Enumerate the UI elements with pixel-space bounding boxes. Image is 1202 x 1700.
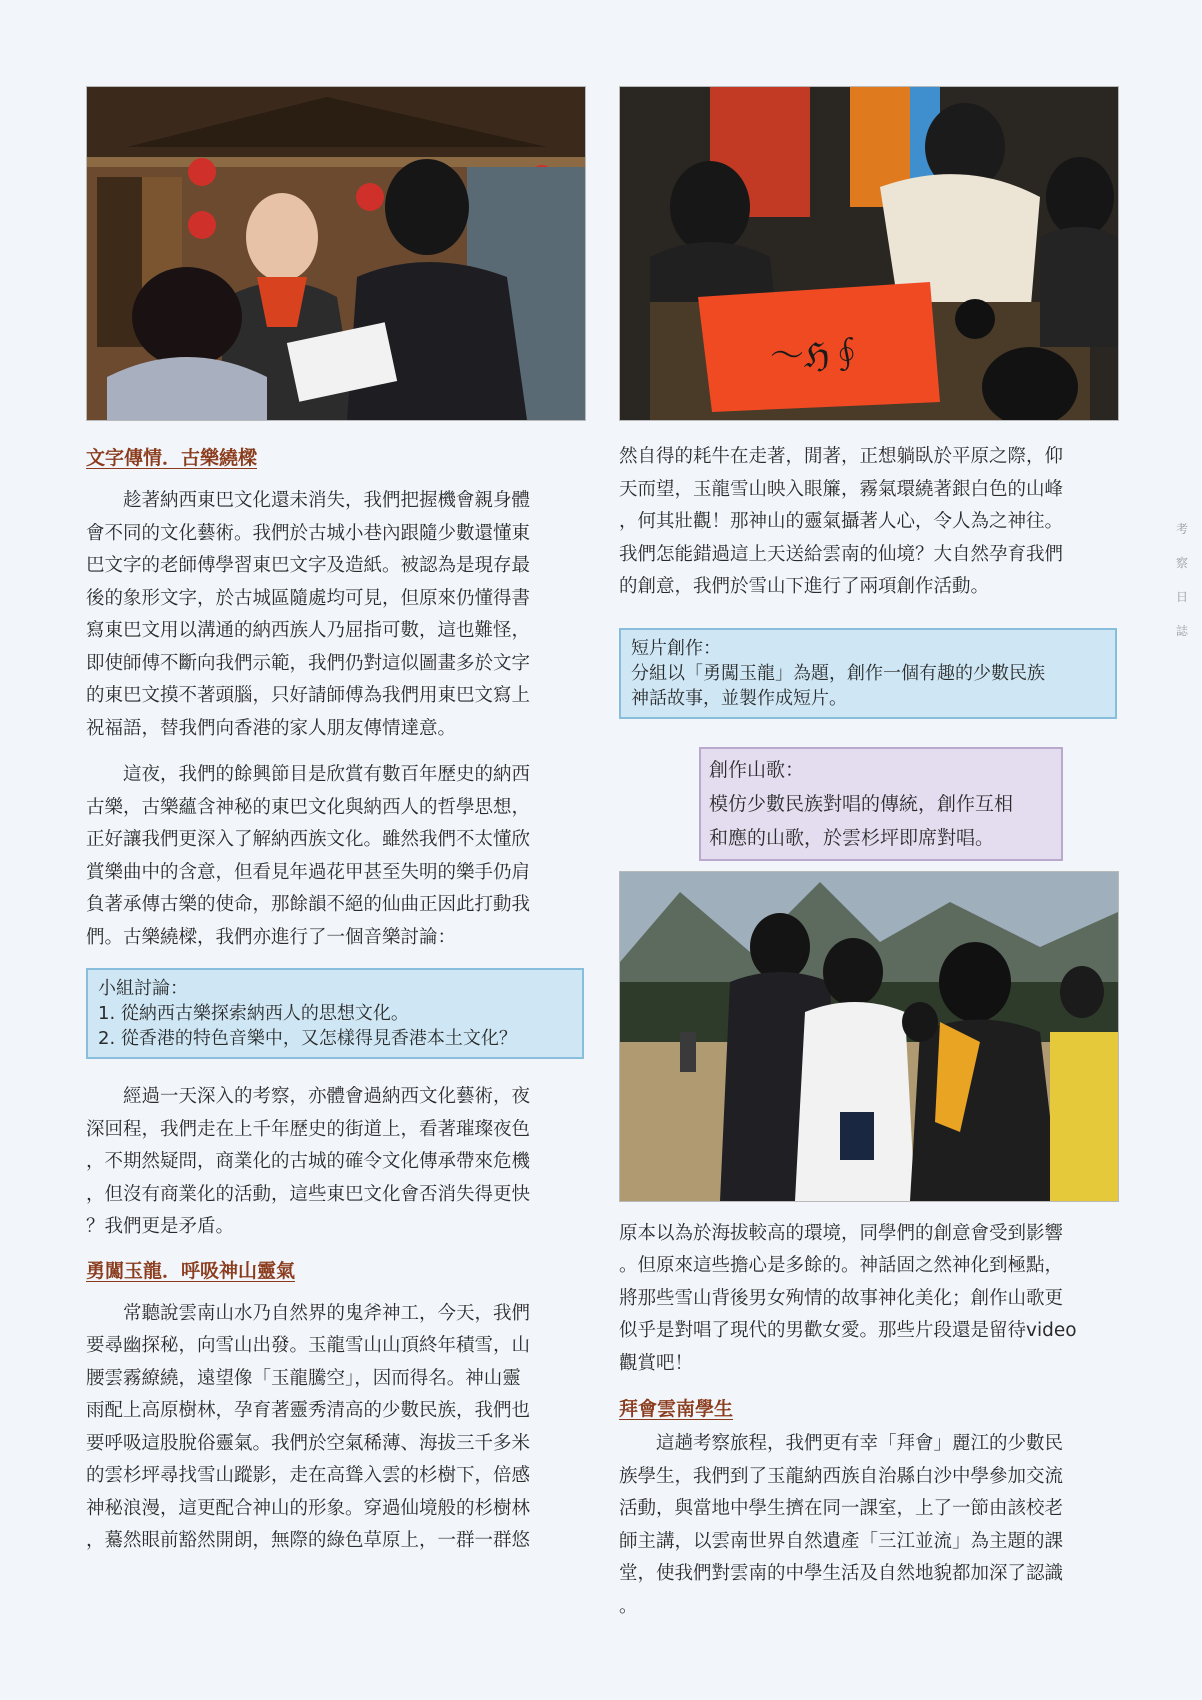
paragraph-line: 這夜，我們的餘興節目是欣賞有數百年歷史的納西 — [123, 764, 531, 785]
paragraph-line: ，驀然眼前豁然開朗，無際的綠色草原上，一群一群悠 — [86, 1530, 531, 1551]
song-box-line: 模仿少數民族對唱的傳統，創作互相 — [709, 792, 1014, 815]
film-box-title: 短片創作： — [631, 637, 721, 659]
paragraph-line: 祝福語，替我們向香港的家人朋友傳情達意。 — [86, 717, 457, 739]
paragraph-line: 似乎是對唱了現代的男歡女愛。那些片段還是留待video — [619, 1320, 1077, 1341]
svg-text:〜ℌ∮: 〜ℌ∮ — [770, 336, 864, 376]
paragraph-line: 會不同的文化藝術。我們於古城小巷內跟隨少數還懂東 — [86, 522, 531, 544]
paragraph-line: 堂，使我們對雲南的中學生活及自然地貌都加深了認識 — [619, 1563, 1064, 1584]
paragraph-line: 觀賞吧！ — [619, 1352, 694, 1374]
photo-students-meadow — [619, 871, 1119, 1202]
paragraph-line: 經過一天深入的考察，亦體會過納西文化藝術，夜 — [123, 1086, 531, 1107]
song-box-title: 創作山歌： — [709, 758, 805, 781]
paragraph-line: 巴文字的老師傅學習東巴文字及造紙。被認為是現存最 — [86, 555, 531, 576]
paragraph-line: 我們怎能錯過這上天送給雲南的仙境？大自然孕育我們 — [619, 543, 1064, 565]
paragraph-line: 負著承傳古樂的使命，那餘韻不絕的仙曲正因此打動我 — [86, 894, 531, 915]
paragraph-line: 的創意，我們於雪山下進行了兩項創作活動。 — [619, 576, 990, 597]
paragraph-line: 雨配上高原樹林，孕育著靈秀清高的少數民族，我們也 — [86, 1400, 531, 1421]
section-heading-dongba: 文字傳情．古樂繞樑 — [86, 447, 258, 469]
paragraph-school-visit — [619, 1428, 1117, 1623]
photo-dongba-calligraphy — [619, 86, 1119, 421]
paragraph-line: 。但原來這些擔心是多餘的。神話固之然神化到極點， — [619, 1255, 1064, 1276]
paragraph-snow-mountain — [86, 1298, 584, 1558]
paragraph-line: 這趟考察旅程，我們更有幸「拜會」麗江的少數民 — [656, 1433, 1064, 1454]
paragraph-creativity-results — [619, 1218, 1117, 1381]
paragraph-night-return — [86, 1081, 584, 1244]
film-box-line: 分組以「勇闖玉龍」為題，創作一個有趣的少數民族 — [631, 662, 1045, 684]
paragraph-line: ，何其壯觀！那神山的靈氣攝著人心，令人為之神往。 — [619, 511, 1064, 532]
paragraph-line: 趁著納西東巴文化還未消失，我們把握機會親身體 — [123, 490, 531, 511]
section-heading-yulong: 勇闖玉龍．呼吸神山靈氣 — [86, 1259, 296, 1282]
side-note-char: 考 — [1175, 522, 1188, 536]
paragraph-dongba-script — [86, 485, 584, 745]
paragraph-line: 。 — [619, 1595, 638, 1617]
discussion-box-title: 小組討論： — [98, 978, 188, 999]
paragraph-line: ，但沒有商業化的活動，這些東巴文化會否消失得更快 — [86, 1183, 531, 1205]
paragraph-line: 古樂，古樂蘊含神秘的東巴文化與納西人的哲學思想， — [86, 796, 531, 818]
section-heading-students: 拜會雲南學生 — [619, 1398, 734, 1420]
paragraph-yaks-plateau — [619, 441, 1117, 604]
paragraph-line: 即使師傅不斷向我們示範，我們仍對這似圖畫多於文字 — [86, 652, 531, 674]
paragraph-line: 寫東巴文用以溝通的納西族人乃屈指可數，這也難怪， — [86, 620, 531, 641]
side-note — [1174, 512, 1190, 648]
paragraph-line: 要呼吸這股脫俗靈氣。我們於空氣稀薄、海拔三千多米 — [86, 1432, 531, 1454]
song-box-line: 和應的山歌，於雲杉坪即席對唱。 — [709, 826, 995, 849]
paragraph-line: 深回程，我們走在上千年歷史的街道上，看著璀璨夜色 — [86, 1118, 531, 1140]
side-note-char: 誌 — [1175, 624, 1188, 638]
paragraph-line: 神秘浪漫，這更配合神山的形象。穿過仙境般的杉樹林 — [86, 1497, 531, 1519]
paragraph-line: 賞樂曲中的含意，但看見年過花甲甚至失明的樂手仍肩 — [86, 861, 531, 883]
paragraph-line: 的雲杉坪尋找雪山蹤影，走在高聳入雲的杉樹下，倍感 — [86, 1465, 531, 1486]
song-creation-box — [699, 747, 1063, 861]
paragraph-line: 們。古樂繞樑，我們亦進行了一個音樂討論： — [86, 926, 457, 948]
paragraph-line: 原本以為於海拔較高的環境，同學們的創意會受到影響 — [619, 1222, 1064, 1244]
paragraph-line: ，不期然疑問，商業化的古城的確令文化傳承帶來危機 — [86, 1151, 531, 1172]
paragraph-line: 的東巴文摸不著頭腦，只好請師傅為我們用東巴文寫上 — [86, 685, 531, 706]
paragraph-naxi-music — [86, 759, 584, 954]
paragraph-line: 天而望，玉龍雪山映入眼簾，霧氣環繞著銀白色的山峰 — [619, 478, 1064, 500]
film-creation-box — [619, 628, 1117, 719]
paragraph-line: 腰雲霧繚繞，遠望像「玉龍騰空」，因而得名。神山靈 — [86, 1367, 521, 1389]
paragraph-line: 活動，與當地中學生擠在同一課室，上了一節由該校老 — [619, 1498, 1064, 1519]
paragraph-line: 要尋幽探秘，向雪山出發。玉龍雪山山頂終年積雪，山 — [86, 1335, 531, 1356]
paragraph-line: 師主講，以雲南世界自然遺產「三江並流」為主題的課 — [619, 1530, 1064, 1552]
photo-old-town-street — [86, 86, 586, 421]
discussion-item: 2. 從香港的特色音樂中，又怎樣得見香港本土文化？ — [98, 1028, 517, 1049]
left-column — [86, 86, 584, 1558]
paragraph-line: 常聽說雲南山水乃自然界的鬼斧神工，今天，我們 — [123, 1302, 531, 1324]
paragraph-line: 後的象形文字，於古城區隨處均可見，但原來仍懂得書 — [86, 587, 531, 609]
film-box-line: 神話故事，並製作成短片。 — [631, 687, 847, 709]
side-note-char: 日 — [1175, 590, 1188, 604]
right-column — [619, 86, 1117, 1623]
discussion-item: 1. 從納西古樂探索納西人的思想文化。 — [98, 1003, 409, 1024]
discussion-box — [86, 968, 584, 1059]
paragraph-line: ？我們更是矛盾。 — [86, 1216, 235, 1237]
paragraph-line: 正好讓我們更深入了解納西族文化。雖然我們不太懂欣 — [86, 829, 531, 850]
side-note-char: 察 — [1175, 556, 1188, 570]
paragraph-line: 然自得的耗牛在走著，閒著，正想躺臥於平原之際，仰 — [619, 446, 1064, 467]
paragraph-line: 將那些雪山背後男女殉情的故事神化美化；創作山歌更 — [619, 1287, 1064, 1309]
paragraph-line: 族學生，我們到了玉龍納西族自治縣白沙中學參加交流 — [619, 1465, 1064, 1487]
